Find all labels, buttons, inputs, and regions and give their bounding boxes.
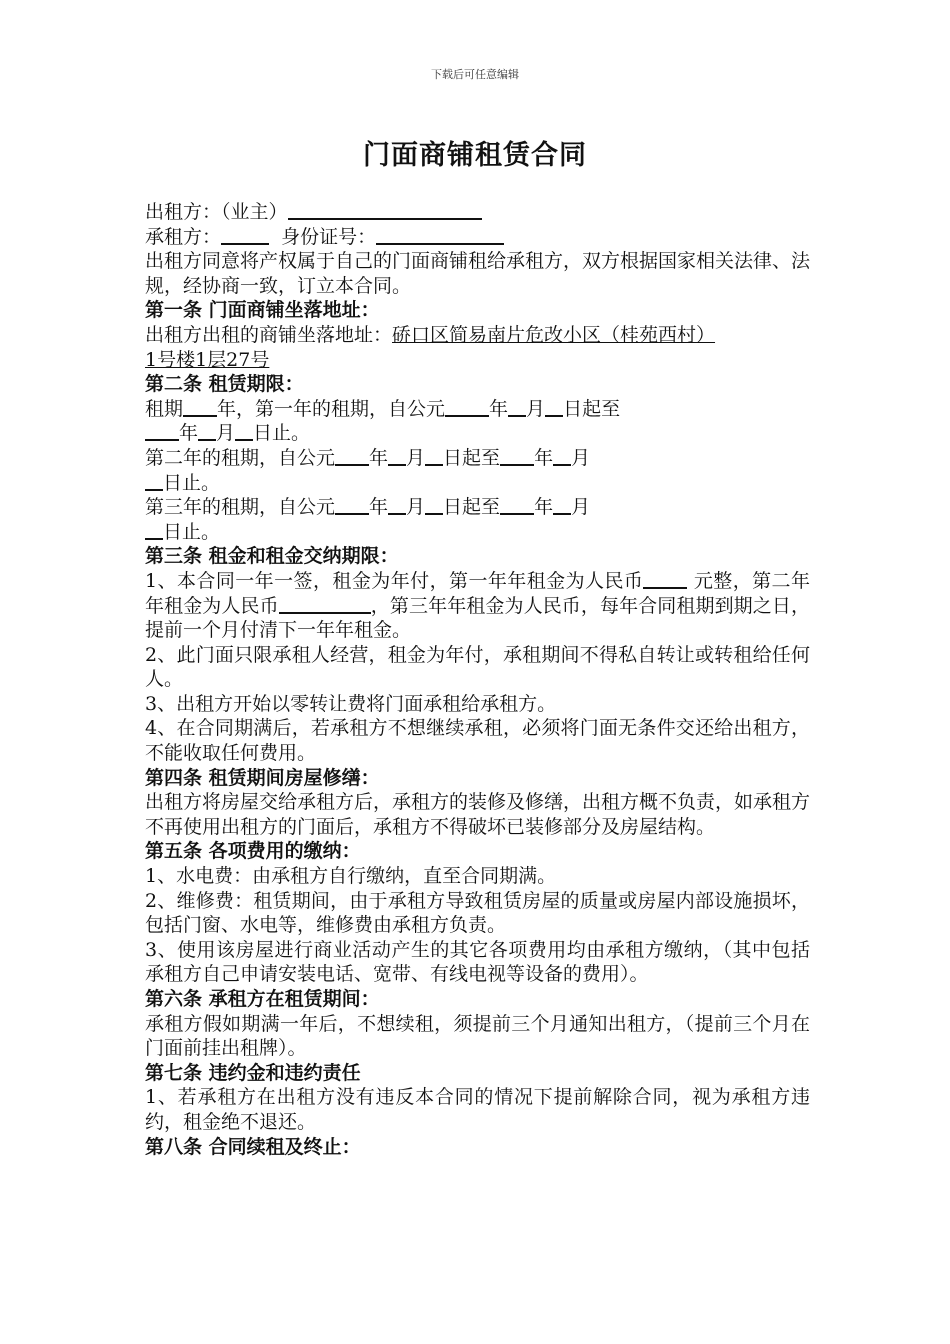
article-4-text: 出租方将房屋交给承租方后，承租方的装修及修缮，出租方概不负责，如承租方不再使用出租方的门面后，承租方不得破坏已装修部分及房屋结构。 (145, 791, 811, 838)
term-label: 租期 (145, 397, 184, 420)
blank (235, 421, 253, 441)
rent-item-1-b: 元整，第二年年租金为人民币 (145, 569, 810, 617)
article-2-heading: 第二条 租赁期限： (145, 373, 304, 396)
article-7-heading: 第七条 违约金和违约责任 (145, 1061, 361, 1084)
blank (335, 495, 369, 515)
article-3-heading: 第三条 租金和租金交纳期限： (145, 545, 399, 568)
breach-item-1: 1、若承租方在出租方没有违反本合同的情况下提前解除合同，视为承租方违约，租金绝不退还。 (145, 1086, 810, 1133)
article-6-heading: 第六条 承租方在租赁期间： (145, 988, 380, 1010)
blank (500, 495, 534, 515)
blank (500, 446, 534, 466)
rent-item-1-c: ，第三年年租金为人民币 (370, 594, 581, 617)
lessor-label: 出租方：（业主） (145, 201, 288, 223)
day-from-word: 日起至 (563, 397, 621, 420)
lessee-label: 承租方： (145, 225, 222, 248)
year-word: 年 (369, 496, 389, 519)
blank (145, 471, 163, 491)
month-word: 月 (571, 496, 591, 519)
second-year-rent-blank (279, 594, 371, 614)
day-end-word: 日止。 (163, 520, 221, 543)
term-years-blank (183, 397, 217, 417)
rent-item-1-d: ，每年合同租期到期之日，提前一个月付清下一年年租金。 (145, 594, 810, 642)
article-8-heading: 第八条 合同续租及终止： (145, 1135, 361, 1158)
year-word: 年 (489, 397, 509, 420)
blank (545, 397, 563, 417)
blank (508, 397, 526, 417)
address-line (145, 323, 810, 348)
blank (553, 446, 571, 466)
blank (425, 495, 443, 515)
lessee-name-blank (221, 225, 269, 245)
second-year-prefix: 第二年的租期，自公元 (145, 446, 336, 469)
article-6-text: 承租方假如期满一年后，不想续租，须提前三个月通知出租方，（提前三个月在门面前挂出租牌）。 (145, 1012, 810, 1060)
blank (553, 495, 571, 515)
address-value-2: 1号楼1层27号 (145, 348, 270, 371)
lessor-name-blank (288, 200, 482, 220)
rent-item-3: 3、出租方开始以零转让费将门面承租给承租方。 (145, 692, 557, 715)
day-end-word: 日止。 (253, 422, 311, 445)
article-1-heading: 第一条 门面商铺坐落地址： (145, 299, 380, 322)
year-word: 年 (534, 446, 554, 469)
blank (145, 520, 163, 540)
document-title: 门面商铺租赁合同 (363, 140, 587, 171)
month-word: 月 (216, 422, 236, 445)
blank (388, 446, 406, 466)
day-from-word: 日起至 (443, 496, 501, 519)
term-second-year (145, 446, 810, 495)
term-third-year (145, 495, 810, 544)
id-label: 身份证号： (281, 225, 377, 248)
header-note: 下载后可任意编辑 (431, 68, 519, 81)
contract-body (145, 200, 810, 1159)
blank (388, 495, 406, 515)
first-year-rent-blank (643, 569, 687, 589)
fee-item-1: 1、水电费：由承租方自行缴纳，直至合同期满。 (145, 865, 557, 888)
day-from-word: 日起至 (443, 446, 501, 469)
blank (425, 446, 443, 466)
rent-item-2: 2、此门面只限承租人经营，租金为年付，承租期间不得私自转让或转租给任何人。 (145, 643, 810, 691)
blank (198, 421, 216, 441)
intro-paragraph: 出租方同意将产权属于自己的门面商铺租给承租方，双方根据国家相关法律、法规，经协商一致，订立本合同。 (145, 250, 811, 297)
month-word: 月 (526, 397, 546, 420)
year-word: 年 (179, 422, 199, 445)
year-word: 年 (534, 496, 554, 519)
month-word: 月 (406, 446, 426, 469)
lessee-line (145, 225, 810, 250)
month-word: 月 (571, 446, 591, 469)
rent-item-1 (145, 569, 810, 643)
term-first-year (145, 397, 810, 446)
address-value-1: 硚口区简易南片危改小区（桂苑西村） (392, 323, 716, 346)
article-4-heading: 第四条 租赁期间房屋修缮： (145, 766, 380, 789)
blank (335, 446, 369, 466)
third-year-prefix: 第三年的租期，自公元 (145, 496, 336, 519)
address-label: 出租方出租的商铺坐落地址： (145, 323, 393, 346)
blank (145, 421, 179, 441)
blank (445, 397, 489, 417)
lessor-line (145, 200, 810, 225)
year-word: 年 (369, 446, 389, 469)
article-5-heading: 第五条 各项费用的缴纳： (145, 840, 361, 863)
fee-item-2: 2、维修费：租赁期间，由于承租方导致租赁房屋的质量或房屋内部设施损坏，包括门窗、水电等，维修费由承租方负责。 (145, 889, 810, 937)
month-word: 月 (406, 496, 426, 519)
first-year-prefix: 年，第一年的租期，自公元 (217, 397, 446, 420)
day-end-word: 日止。 (163, 471, 221, 494)
fee-item-3: 3、使用该房屋进行商业活动产生的其它各项费用均由承租方缴纳，（其中包括承租方自己申请安装电话、宽带、有线电视等设备的费用）。 (145, 938, 810, 986)
id-number-blank (376, 225, 504, 245)
rent-item-1-a: 1、本合同一年一签，租金为年付，第一年年租金为人民币 (145, 569, 644, 592)
rent-item-4: 4、在合同期满后，若承租方不想继续承租，必须将门面无条件交还给出租方，不能收取任何费用。 (145, 717, 810, 765)
